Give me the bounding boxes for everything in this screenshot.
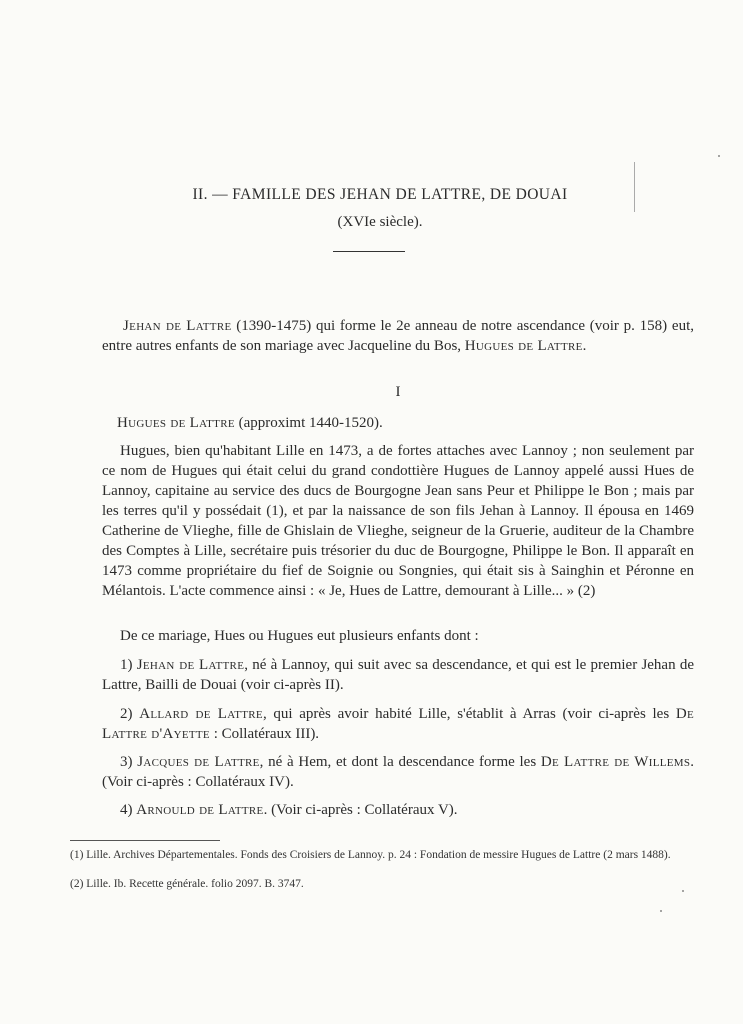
intro-text: (1390-1475) qui forme le 2e anneau de notre ascendance (voir p. 158) eut, entre autres enfants de son mariage avec Jacqueline du Bos,: [102, 318, 694, 354]
person-name: Hugues de Lattre: [464, 338, 583, 354]
footnote-2: (2) Lille. Ib. Recette générale. folio 2097. B. 3747.: [70, 878, 304, 890]
person-name: Arnould de Lattre: [136, 802, 264, 818]
family-ref: De Lattre d'Ayette: [102, 706, 695, 742]
person-name: Jacques de Lattre: [137, 754, 260, 770]
section-dates: (approximt 1440-1520).: [234, 415, 383, 431]
family-ref: De Lattre de Willems: [540, 754, 691, 770]
child-item-2: 2) Allard de Lattre, qui après avoir habité Lille, s'établit à Arras (voir ci-après les De Lattre d'Ayette : Collatéraux III).: [102, 706, 695, 742]
child-item-1: 1) Jehan de Lattre, né à Lannoy, qui suit avec sa descendance, et qui est le premier Jehan de Lattre, Bailli de Douai (voir ci-après II).: [102, 657, 695, 693]
intro-paragraph: Jehan de Lattre (1390-1475) qui forme le 2e anneau de notre ascendance (voir p. 158) eut, entre autres enfants de son mariage avec Jacqueline du Bos, Hugues de Lattre.: [102, 318, 694, 354]
section-number: I: [395, 384, 401, 400]
scan-speck: [718, 155, 720, 157]
footnote-divider: [70, 840, 220, 841]
child-item-4: 4) Arnould de Lattre. (Voir ci-après : Collatéraux V).: [120, 802, 458, 818]
person-name: Hugues de Lattre: [117, 415, 235, 431]
person-name: Allard de Lattre: [139, 706, 263, 722]
biography-paragraph: Hugues, bien qu'habitant Lille en 1473, a de fortes attaches avec Lannoy ; non seulement par ce nom de Hugues qui était celui du grand condottière Hugues de Lannoy appelé aussi Hues de Lannoy, capitaine au service des ducs de Bourgogne Jean sans Peur et Philippe le Bon ; mais par les terres qu'il y possédait (1), et par la naissance de son fils Jehan à Lannoy. Il épousa en 1469 Catherine de Vlieghe, fille de Ghislain de Vlieghe, seigneur de la Gruerie, auditeur de la Chambre des Comptes à Lille, secrétaire puis trésorier du duc de Bourgogne, Philippe le Bon. Il apparaît en 1473 comme propriétaire du fief de Soignie ou Songnies, qui était sis à Sainghin et Péronne en Mélantois. L'acte commence ainsi : « Je, Hues de Lattre, demourant à Lille... » (2): [102, 443, 694, 599]
person-name: Jehan de Lattre: [123, 318, 232, 334]
title-divider: [333, 251, 405, 252]
section-heading: [102, 413, 694, 433]
footnote-1: (1) Lille. Archives Départementales. Fonds des Croisiers de Lannoy. p. 24 : Fondation de messire Hugues de Lattre (2 mars 1488).: [70, 849, 671, 861]
chapter-subtitle: (XVIe siècle).: [337, 214, 423, 230]
person-name: Jehan de Lattre: [136, 657, 245, 673]
child-item-3: 3) Jacques de Lattre, né à Hem, et dont la descendance forme les De Lattre de Willems. (Voir ci-après : Collatéraux IV).: [102, 754, 694, 790]
chapter-title: II. — FAMILLE DES JEHAN DE LATTRE, DE DOUAI: [192, 186, 568, 203]
children-intro: De ce mariage, Hues ou Hugues eut plusieurs enfants dont :: [120, 628, 479, 644]
scan-speck: [660, 910, 662, 912]
